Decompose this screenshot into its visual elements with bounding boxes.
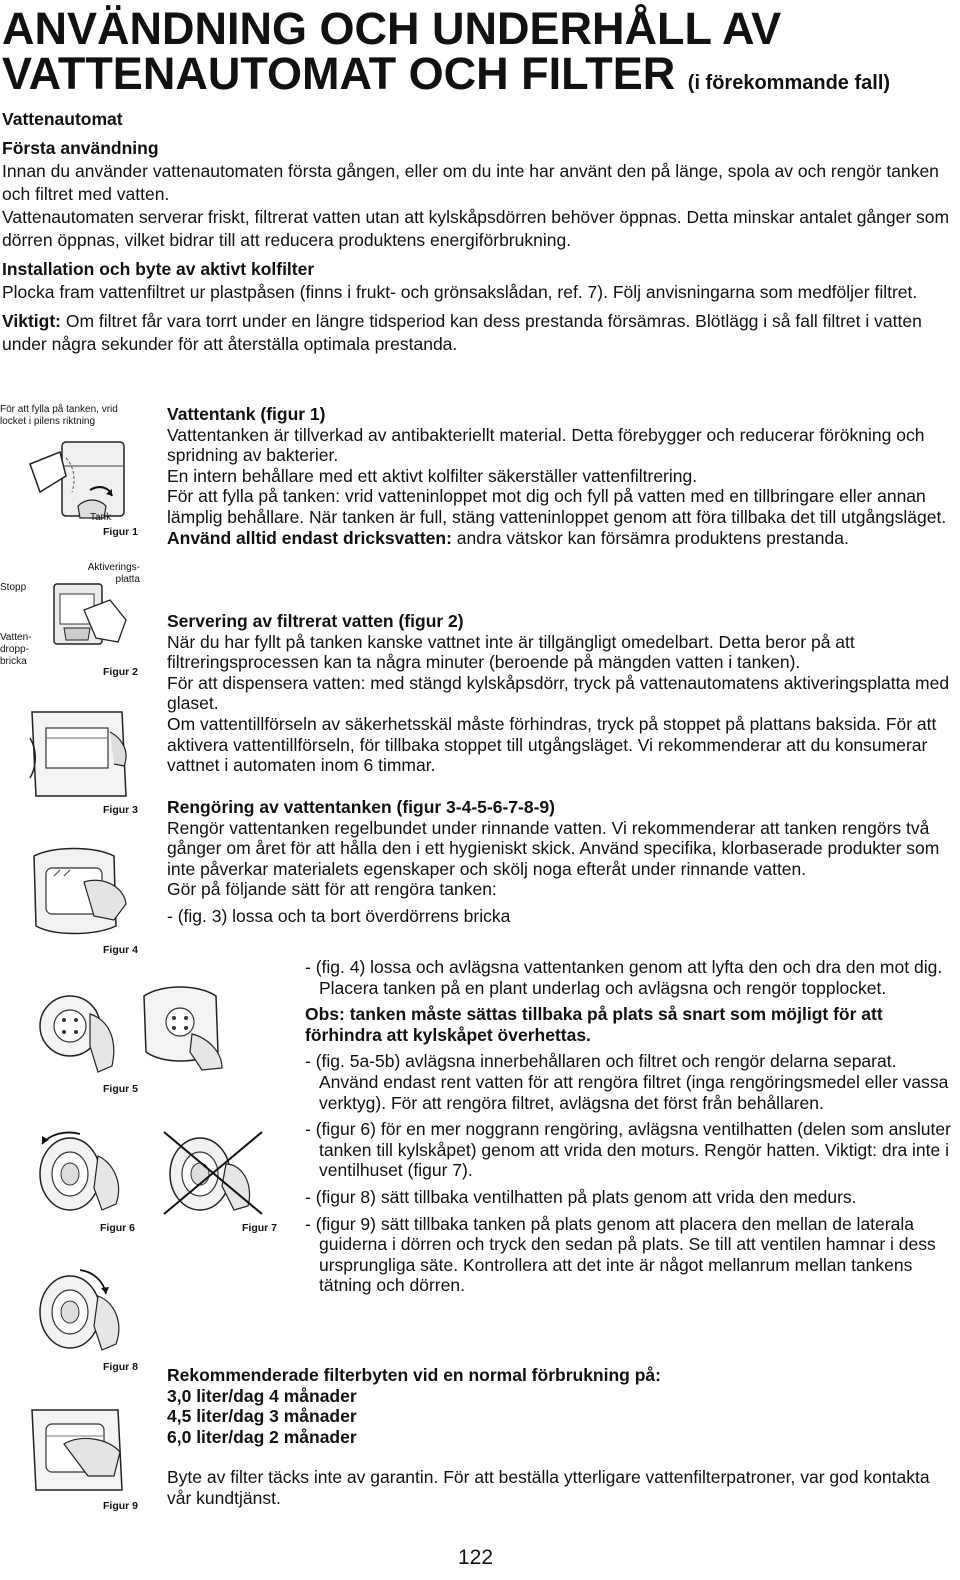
figure-2-label: Figur 2 [103, 666, 139, 678]
important-paragraph [2, 310, 952, 356]
figure-5b-illustration [132, 982, 232, 1072]
cleaning-steps [305, 957, 955, 1296]
drinking-water-warning: Använd alltid endast dricksvatten: [167, 527, 452, 548]
figure-9-label: Figur 9 [103, 1500, 139, 1512]
tank-label: Tank [90, 512, 112, 523]
cleaning-section [167, 797, 957, 927]
cleaning-step-3: - (fig. 3) lossa och ta bort överdörrens bricka [167, 905, 511, 926]
filter-heading: Rekommenderade filterbyten vid en normal förbrukning på: [167, 1365, 661, 1385]
title-line-1: ANVÄNDNING OCH UNDERHÅLL AV [2, 3, 782, 54]
figure-4-label: Figur 4 [103, 944, 139, 956]
title-suffix: (i förekommande fall) [687, 72, 891, 94]
obs-note: Obs: tanken måste sättas tillbaka på plats så snart som möjligt för att förhindra att kylskåpet överhettas. [305, 1004, 883, 1045]
serving-paragraph-2: För att dispensera vatten: med stängd kylskåpsdörr, tryck på vattenautomatens aktiveringsplatta med glaset. [167, 672, 950, 714]
figure-3-illustration [26, 708, 138, 800]
page-number: 122 [458, 1546, 494, 1569]
cleaning-step-9: - (figur 9) sätt tillbaka tanken på plats genom att placera den mellan de laterala guiderna i dörren och tryck den sedan på plats. Se till att ventilen hamnar i dess ursprungliga säte. Kontrollera att det inte är något mellanrum mellan tankens tätning och dörren. [305, 1213, 936, 1296]
serving-paragraph-3: Om vattentillförseln av säkerhetsskäl måste förhindras, tryck på stoppet på plattans baksida. För att aktivera vattentillförseln, för tillbaka stoppet till utgångsläget. Vi rekommenderar att du konsumerar vattnet i automaten inom 6 timmar. [167, 713, 937, 776]
fig1-caption: För att fylla på tanken, vrid locket i pilens riktning [0, 404, 118, 427]
tank-section [167, 404, 957, 548]
figure-5-label: Figur 5 [103, 1083, 139, 1095]
install-paragraph: Plocka fram vattenfiltret ur plastpåsen (finns i frukt- och grönsakslådan, ref. 7). Följ anvisningarna som medföljer filtret. [2, 282, 918, 302]
tank-paragraph-2: En intern behållare med ett aktivt kolfilter säkerställer vattenfiltrering. [167, 465, 698, 486]
figure-7-label: Figur 7 [242, 1222, 278, 1234]
figure-5a-illustration [24, 986, 138, 1080]
filter-rate-1: 3,0 liter/dag 4 månader [167, 1385, 357, 1406]
cleaning-step-4: - (fig. 4) lossa och avlägsna vattentanken genom att lyfta den och dra den mot dig. Placera tanken på en plant underlag och avlägsna och rengör topplocket. [305, 957, 943, 998]
figure-1-label: Figur 1 [103, 526, 139, 538]
activation-plate-label: Aktiverings- platta [87, 562, 140, 585]
figure-9-illustration [24, 1404, 138, 1496]
figure-2-illustration [40, 580, 140, 660]
cleaning-heading: Rengöring av vattentanken (figur 3-4-5-6-7-8-9) [167, 797, 555, 817]
cleaning-paragraph-2: Gör på följande sätt för att rengöra tanken: [167, 879, 497, 900]
first-use-heading: Första användning [2, 138, 159, 158]
intro-section [2, 108, 952, 356]
figure-1-illustration [20, 436, 138, 528]
drinking-water-text: andra vätskor kan försämra produktens prestanda. [451, 527, 849, 548]
filter-rate-3: 6,0 liter/dag 2 månader [167, 1426, 357, 1447]
cleaning-step-5: - (fig. 5a-5b) avlägsna innerbehållaren och filtret och rengör delarna separat. Använd endast rent vatten för att rengöra filtret (inga rengöringsmedel eller vassa verktyg). För att rengöra filtret, avlägsna det först från behållaren. [305, 1051, 949, 1113]
tank-paragraph-4 [167, 528, 957, 549]
title-line-2: VATTENAUTOMAT OCH FILTER [2, 48, 676, 99]
filter-rate-2: 4,5 liter/dag 3 månader [167, 1406, 357, 1427]
cleaning-step-8: - (figur 8) sätt tillbaka ventilhatten på plats genom att vrida den medurs. [305, 1186, 857, 1207]
stop-label: Stopp [0, 582, 27, 593]
figure-4-illustration [24, 846, 138, 940]
figure-3-label: Figur 3 [103, 804, 139, 816]
figure-6-label: Figur 6 [100, 1222, 136, 1234]
tank-paragraph-1: Vattentanken är tillverkad av antibakteriellt material. Detta förebygger och reducerar förökning och spridning av bakterier. [167, 424, 925, 466]
cleaning-step-6: - (figur 6) för en mer noggrann rengöring, avlägsna ventilhatten (delen som ansluter tanken till kylskåpet) genom att vrida den moturs. Rengör hatten. Viktigt: dra inte i ventilhuset (figur 7). [305, 1119, 951, 1181]
important-label: Viktigt: [2, 311, 61, 331]
figure-6-illustration [20, 1126, 136, 1220]
drip-tray-label: Vatten- dropp- bricka [0, 632, 32, 667]
page-title [2, 3, 891, 106]
install-heading: Installation och byte av aktivt kolfilter [2, 259, 315, 279]
figure-7-illustration [150, 1124, 280, 1220]
tank-heading: Vattentank (figur 1) [167, 404, 326, 424]
section-heading: Vattenautomat [2, 109, 123, 129]
figure-8-label: Figur 8 [103, 1361, 139, 1373]
filter-warranty-note: Byte av filter täcks inte av garantin. För att beställa ytterligare vattenfilterpatroner, var god kontakta vår kundtjänst. [167, 1467, 930, 1508]
serving-section [167, 611, 957, 776]
first-use-paragraph-1: Innan du använder vattenautomaten första gången, eller om du inte har använt den på länge, spola av och rengör tanken och filtret med vatten. [2, 161, 939, 204]
serving-heading: Servering av filtrerat vatten (figur 2) [167, 611, 464, 631]
first-use-paragraph-2: Vattenautomaten serverar friskt, filtrerat vatten utan att kylskåpsdörren behöver öppnas. Detta minskar antalet gånger som dörren öppnas, vilket bidrar till att reducera produktens energiförbrukning. [2, 207, 950, 250]
serving-paragraph-1: När du har fyllt på tanken kanske vattnet inte är tillgängligt omedelbart. Detta beror på att filtreringsprocessen kan ta några minuter (beroende på mängden vatten i tanken). [167, 631, 855, 673]
tank-paragraph-3: För att fylla på tanken: vrid vatteninloppet mot dig och fyll på vatten med en tillbringare eller annan lämplig behållare. När tanken är full, stäng vatteninloppet genom att föra tillbaka det till utgångsläget. [167, 486, 947, 527]
important-text: Om filtret får vara torrt under en längre tidsperiod kan dess prestanda försämras. Blötlägg i så fall filtret i vatten under några sekunder för att återställa optimala prestanda. [2, 311, 922, 354]
cleaning-paragraph-1: Rengör vattentanken regelbundet under rinnande vatten. Vi rekommenderar att tanken rengörs två gånger om året för att hålla den i ett hygieniskt skick. Använd specifika, klorbaserade produkter som inte påverkar materialets egenskaper och skölj noga efteråt under rinnande vatten. [167, 817, 940, 879]
filter-section [167, 1365, 957, 1509]
figure-8-illustration [20, 1264, 136, 1358]
